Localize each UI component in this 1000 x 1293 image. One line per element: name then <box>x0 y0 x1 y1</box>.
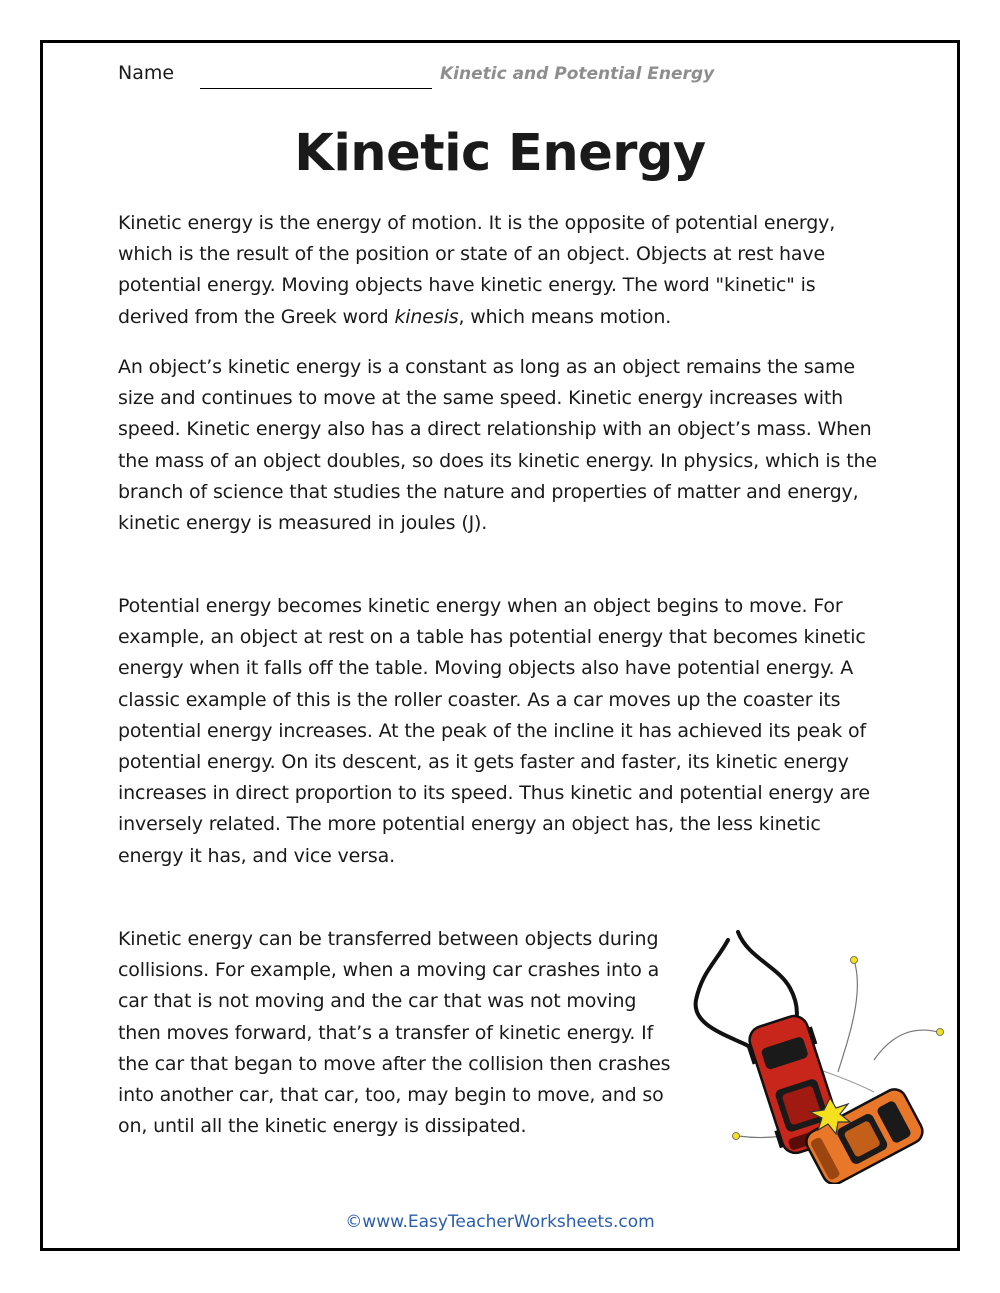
name-input-line[interactable] <box>200 88 432 89</box>
website-footer[interactable]: ©www.EasyTeacherWorksheets.com <box>345 1212 655 1232</box>
name-label: Name <box>118 62 175 84</box>
paragraph-mass-speed: An object’s kinetic energy is a constant as long as an object remains the same size and continues to move at the same speed. Kinetic energy increases with speed. Kinetic energy also has a direct relationship with an object’s mass. When the mass of an object doubles, so does its kinetic energy. In physics, which is the branch of science that studies the nature and properties of matter and energy, kinetic energy is measured in joules (J). <box>118 356 877 535</box>
italic-term: kinesis <box>394 305 459 328</box>
paragraph-text: , which means motion. <box>458 305 672 328</box>
paragraph-collisions: Kinetic energy can be transferred between objects during collisions. For example, when a moving car crashes into a car that is not moving and the car that was not moving then moves forward, that’s a transfer of kinetic energy. If the car that began to move after the collision then crashes into another car, that car, too, may begin to move, and so on, until all the kinetic energy is dissipated. <box>118 928 671 1138</box>
paragraph-potential-to-kinetic: Potential energy becomes kinetic energy when an object begins to move. For example, an object at rest on a table has potential energy that becomes kinetic energy when it falls off the table. Moving objects also have potential energy. A classic example of this is the roller coaster. As a car moves up the coaster its potential energy increases. At the peak of the incline it has achieved its peak of potential energy. On its descent, as it gets faster and faster, its kinetic energy increases in direct proportion to its speed. Thus kinetic and potential energy are inversely related. The more potential energy an object has, the less kinetic energy it has, and vice versa. <box>118 595 870 867</box>
motion-line <box>874 1030 938 1060</box>
motion-dot <box>851 957 858 964</box>
motion-dot <box>937 1029 944 1036</box>
worksheet-subject: Kinetic and Potential Energy <box>440 64 715 84</box>
worksheet-header <box>118 62 878 92</box>
motion-line <box>838 960 857 1072</box>
paragraph-definition <box>118 208 884 333</box>
car-crash-illustration <box>678 922 950 1184</box>
motion-dot <box>733 1133 740 1140</box>
page-title: Kinetic Energy <box>294 124 706 183</box>
paragraph-text: Kinetic energy is the energy of motion. It is the opposite of potential energy, which is the result of the position or state of an object. Objects at rest have potential energy. Moving objects have kinetic energy. The word "kinetic" is derived from the Greek word <box>118 212 836 328</box>
